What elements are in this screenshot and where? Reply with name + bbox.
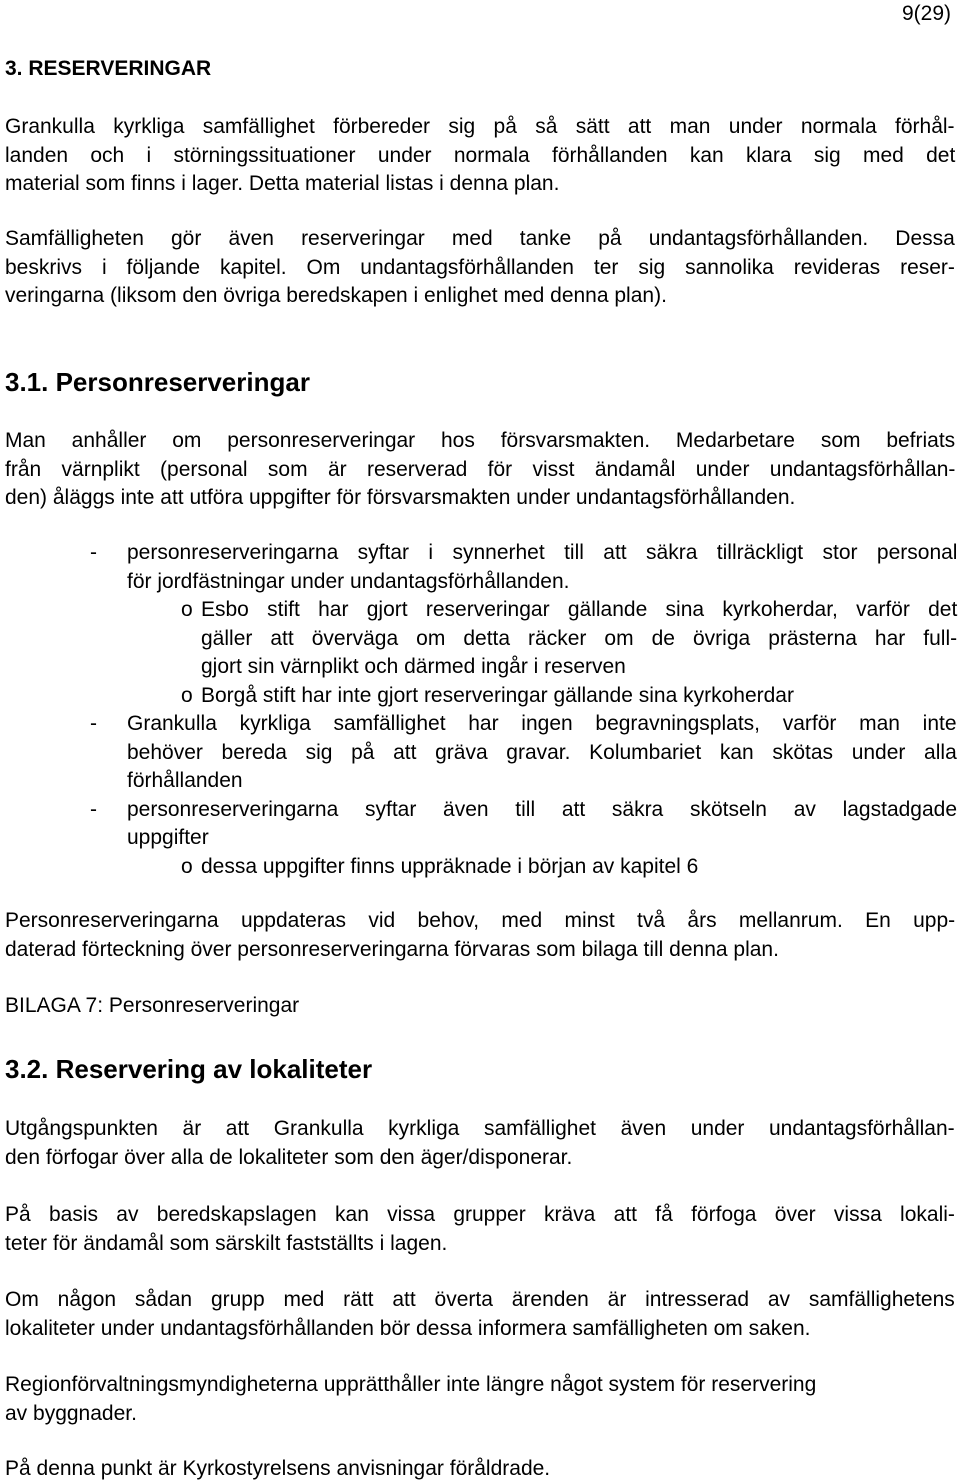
list-item bbox=[5, 710, 957, 796]
intro-paragraph-1 bbox=[5, 113, 955, 199]
list-dash: - bbox=[90, 541, 97, 564]
text-line: Borgå stift har inte gjort reserveringar gällande sina kyrkoherdar bbox=[201, 683, 794, 707]
lokaliteter-paragraph-3 bbox=[5, 1286, 955, 1343]
personreserveringar-list bbox=[5, 539, 958, 881]
text-line: Grankulla kyrkliga samfällighet har ingen begravningsplats, varför man inte bbox=[127, 712, 957, 735]
text-line: Regionförvaltningsmyndigheterna upprätthåller inte längre något system för reservering bbox=[5, 1373, 817, 1396]
intro-paragraph-2 bbox=[5, 225, 955, 311]
text-line: förhållanden bbox=[127, 769, 243, 792]
sub-list-bullet: o bbox=[181, 854, 193, 878]
text-line: Esbo stift har gjort reserveringar gällande sina kyrkoherdar, varför det bbox=[201, 598, 958, 621]
text-line: landen och i störningssituationer under normala förhållanden kan klara sig med det bbox=[5, 143, 956, 167]
sub-list-bullet: o bbox=[181, 683, 193, 707]
text-line: uppgifter bbox=[127, 826, 209, 849]
text-line: personreserveringarna syftar även till att säkra skötseln av lagstadgade bbox=[127, 797, 958, 821]
sub-list-item bbox=[5, 682, 957, 711]
text-line: för jordfästningar under undantagsförhållanden. bbox=[127, 569, 570, 593]
lokaliteter-paragraph-2 bbox=[5, 1201, 955, 1258]
text-line: Om någon sådan grupp med rätt att överta ärenden är intresserad av samfällighetens bbox=[5, 1288, 955, 1311]
list-dash: - bbox=[90, 797, 97, 821]
list-item bbox=[5, 796, 957, 853]
subsection-heading-personreserveringar: 3.1. Personreserveringar bbox=[5, 367, 310, 397]
text-line: den) åläggs inte att utföra uppgifter för försvarsmakten under undantagsförhållanden. bbox=[5, 486, 796, 509]
text-line: Man anhåller om personreserveringar hos försvarsmakten. Medarbetare som befriats bbox=[5, 429, 956, 452]
page-number: 9(29) bbox=[901, 2, 951, 25]
text-line: På denna punkt är Kyrkostyrelsens anvisningar föråldrade. bbox=[5, 1457, 551, 1480]
sub-list-item bbox=[5, 596, 957, 682]
list-item bbox=[5, 539, 957, 596]
sub-list-bullet: o bbox=[181, 598, 193, 621]
sub-list-item bbox=[5, 853, 957, 882]
text-line: av byggnader. bbox=[5, 1401, 137, 1425]
text-line: Personreserveringarna uppdateras vid behov, med minst två års mellanrum. En upp- bbox=[5, 909, 956, 932]
text-line: lokaliteter under undantagsförhållanden bör dessa informera samfälligheten om saken. bbox=[5, 1316, 811, 1340]
text-line: teter för ändamål som särskilt fastställts i lagen. bbox=[5, 1231, 448, 1255]
list-dash: - bbox=[90, 712, 97, 735]
text-line: På basis av beredskapslagen kan vissa grupper kräva att få förfoga över vissa lokali- bbox=[5, 1203, 955, 1226]
lokaliteter-paragraph-4 bbox=[5, 1371, 955, 1428]
text-line: den förfogar över alla de lokaliteter som den äger/disponerar. bbox=[5, 1145, 573, 1169]
text-line: material som finns i lager. Detta material listas i denna plan. bbox=[5, 172, 560, 195]
text-line: personreserveringarna syftar i synnerhet till att säkra tillräckligt stor personal bbox=[127, 541, 958, 564]
text-line: gjort sin värnplikt och därmed ingår i reserven bbox=[201, 655, 626, 678]
lokaliteter-paragraph-5 bbox=[5, 1455, 955, 1484]
subsection-heading-lokaliteter: 3.2. Reservering av lokaliteter bbox=[5, 1054, 373, 1084]
text-line: från värnplikt (personal som är reserverad för visst ändamål under undantagsförhållan- bbox=[5, 457, 956, 481]
personreserveringar-paragraph-1 bbox=[5, 427, 955, 513]
text-line: veringarna (liksom den övriga beredskapen i enlighet med denna plan). bbox=[5, 284, 667, 307]
text-line: dessa uppgifter finns uppräknade i början av kapitel 6 bbox=[201, 854, 699, 878]
attachment-reference bbox=[5, 992, 955, 1021]
lokaliteter-paragraph-1 bbox=[5, 1115, 955, 1172]
text-line: behöver bereda sig på att gräva gravar. Kolumbariet kan skötas under alla bbox=[127, 740, 957, 764]
section-heading: 3. RESERVERINGAR bbox=[5, 57, 212, 80]
text-line: Utgångspunkten är att Grankulla kyrkliga samfällighet även under undantagsförhållan- bbox=[5, 1117, 955, 1140]
personreserveringar-paragraph-2 bbox=[5, 907, 955, 964]
text-line: beskrivs i följande kapitel. Om undantagsförhållanden ter sig sannolika revideras reser- bbox=[5, 255, 955, 279]
text-line: gäller att överväga om detta räcker om de övriga prästerna har full- bbox=[201, 626, 958, 650]
text-line: BILAGA 7: Personreserveringar bbox=[5, 994, 300, 1017]
text-line: Grankulla kyrkliga samfällighet förbereder sig på så sätt att man under normala förhål- bbox=[5, 115, 955, 138]
text-line: daterad förteckning över personreserveringarna förvaras som bilaga till denna plan. bbox=[5, 937, 779, 961]
text-line: Samfälligheten gör även reserveringar med tanke på undantagsförhållanden. Dessa bbox=[5, 227, 955, 250]
